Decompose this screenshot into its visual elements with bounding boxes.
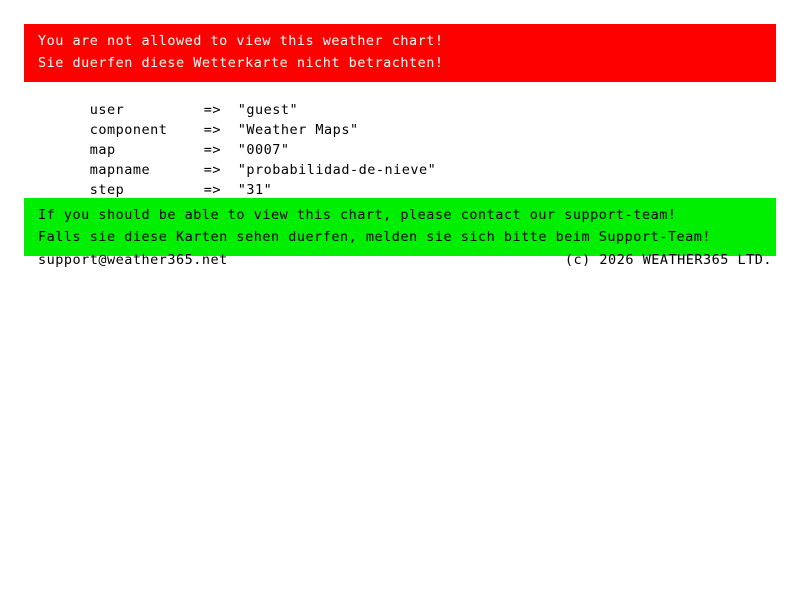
detail-key-step: step [89,182,125,198]
access-denied-banner [24,24,776,82]
detail-value-map: "0007" [237,142,290,158]
detail-key-map: map [89,142,116,158]
detail-key-mapname: mapname [89,162,151,178]
detail-value-mapname: "probabilidad-de-nieve" [237,162,437,178]
detail-arrow-step: => [203,182,222,198]
detail-arrow-map: => [203,142,222,158]
copyright-notice: (c) 2026 WEATHER365 LTD. [564,252,772,268]
page-footer [38,250,772,270]
support-info-message-en: If you should be able to view this chart, please contact our support-team! [38,207,677,223]
detail-value-component: "Weather Maps" [237,122,359,138]
access-denied-message-en: You are not allowed to view this weather chart! [38,33,444,49]
detail-arrow-component: => [203,122,222,138]
support-email-link[interactable]: support@weather365.net [38,252,228,268]
detail-value-user: "guest" [237,102,299,118]
access-denied-message-de: Sie duerfen diese Wetterkarte nicht betrachten! [38,55,444,71]
detail-value-step: "31" [237,182,273,198]
detail-arrow-user: => [203,102,222,118]
detail-key-user: user [89,102,125,118]
detail-key-component: component [89,122,168,138]
detail-arrow-mapname: => [203,162,222,178]
support-info-banner [24,198,776,256]
support-info-message-de: Falls sie diese Karten sehen duerfen, melden sie sich bitte beim Support-Team! [38,229,711,245]
request-details-list [38,80,738,198]
detail-row-user [38,80,738,118]
